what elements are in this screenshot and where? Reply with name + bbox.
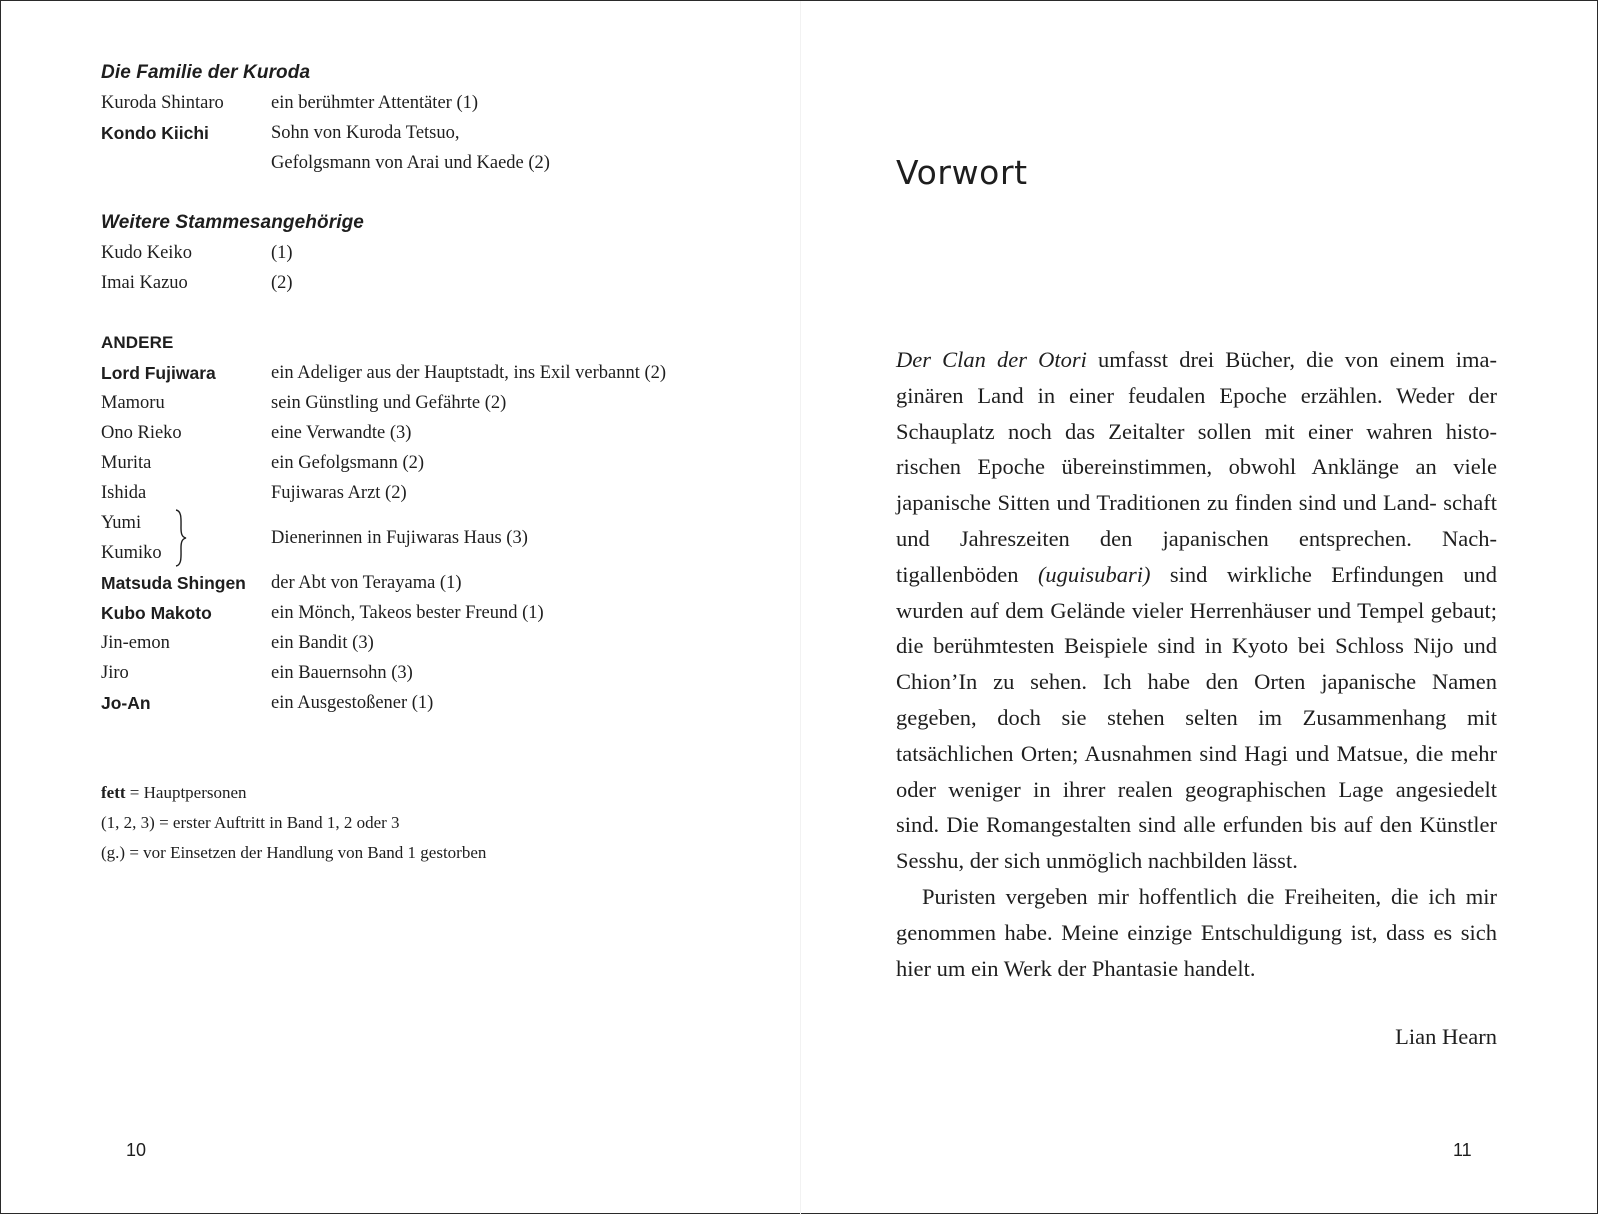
- cast-section-andere: [101, 328, 741, 718]
- cast-row: [101, 388, 741, 418]
- text-run: japanische Sitten und Traditionen zu finden sind und Land-: [896, 490, 1437, 516]
- cast-row: [101, 568, 741, 598]
- text-run: mit tatsächlichen Orten; Ausnahmen sind Hagi und Matsue,: [896, 704, 1497, 766]
- cast-name: Jo-An: [101, 693, 151, 713]
- left-page-cast-list: [101, 58, 741, 868]
- cast-name: Kumiko: [101, 543, 162, 563]
- cast-row: [101, 598, 741, 628]
- cast-row: [101, 268, 741, 298]
- cast-sections: [101, 58, 741, 298]
- cast-desc: Gefolgsmann von Arai und Kaede (2): [271, 153, 550, 173]
- text-run: umfasst drei Bücher, die von einem ima-: [1086, 347, 1498, 372]
- cast-section: [101, 208, 741, 298]
- cast-name: Kuroda Shintaro: [101, 93, 224, 113]
- cast-desc: ein Bauernsohn (3): [271, 663, 413, 683]
- cast-name: Kudo Keiko: [101, 243, 192, 263]
- cast-row: [101, 628, 741, 658]
- page-number-right: 11: [1453, 1140, 1472, 1160]
- paragraph: [896, 879, 1497, 986]
- legend-row-bold: [101, 778, 741, 808]
- cast-desc: ein Bandit (3): [271, 633, 374, 653]
- cast-desc: ein Mönch, Takeos bester Freund (1): [271, 603, 544, 623]
- cast-name: Murita: [101, 453, 152, 473]
- cast-row: [101, 688, 741, 718]
- legend-row-appearance: (1, 2, 3) = erster Auftritt in Band 1, 2 oder 3: [101, 813, 400, 832]
- cast-name: Kondo Kiichi: [101, 123, 209, 143]
- text-run: sind wirkliche Erfindungen und: [1150, 561, 1497, 587]
- text-run: auf den Künstler Sesshu, der sich unmöglich nachbilden lässt.: [896, 812, 1497, 874]
- cast-desc: ein Adeliger aus der Hauptstadt, ins Exil verbannt (2): [271, 363, 667, 383]
- text-run: rischen Epoche übereinstimmen, obwohl Anklänge an viele: [896, 454, 1497, 480]
- text-run: es sich hier um ein Werk der Phantasie handelt.: [896, 919, 1498, 981]
- section-heading-andere: ANDERE: [101, 333, 174, 352]
- text-run: Nijo und Chion’In zu sehen. Ich habe den Orten japanische: [896, 633, 1497, 695]
- cast-desc: der Abt von Terayama (1): [271, 573, 462, 593]
- paragraph: [896, 342, 1497, 879]
- cast-row: [101, 358, 741, 388]
- cast-desc: sein Günstling und Gefährte (2): [271, 393, 507, 413]
- section-heading: Die Familie der Kuroda: [101, 62, 311, 83]
- cast-desc: eine Verwandte (3): [271, 423, 412, 443]
- cast-desc: Dienerinnen in Fujiwaras Haus (3): [271, 528, 528, 548]
- cast-desc: ein berühmter Attentäter (1): [271, 93, 479, 113]
- italic-text: (uguisubari): [1037, 561, 1151, 587]
- andere-rows-before: [101, 358, 741, 508]
- cast-desc: ein Gefolgsmann (2): [271, 453, 425, 473]
- cast-name: Ishida: [101, 483, 147, 503]
- text-run: tigallenböden: [896, 561, 1038, 587]
- curly-brace-icon: [173, 508, 271, 568]
- cast-desc: Fujiwaras Arzt (2): [271, 483, 407, 503]
- text-run: Schauplatz noch das Zeitalter sollen mit einer wahren histo-: [896, 418, 1497, 444]
- legend-bold-key: fett: [101, 783, 126, 802]
- bracket-group-dienerinnen: [101, 508, 741, 568]
- cast-name: Matsuda Shingen: [101, 573, 246, 593]
- page-number-left: 10: [126, 1140, 147, 1160]
- chapter-title: Vorwort: [896, 153, 1028, 192]
- cast-name: [101, 148, 271, 178]
- text-run: schaft und Jahreszeiten den japanischen entsprechen. Nach-: [896, 490, 1498, 551]
- cast-name: Yumi: [101, 513, 142, 533]
- cast-row: [101, 658, 741, 688]
- section-heading: Weitere Stammesangehörige: [101, 212, 364, 233]
- cast-row: [101, 148, 741, 178]
- cast-desc: (2): [271, 273, 293, 293]
- cast-desc: (1): [271, 243, 293, 263]
- cast-name: Imai Kazuo: [101, 273, 188, 293]
- cast-row: [101, 478, 741, 508]
- cast-name: Mamoru: [101, 393, 165, 413]
- cast-row: [101, 118, 741, 148]
- text-run: die mehr oder weniger in ihrer realen geographischen Lage: [896, 740, 1497, 802]
- italic-text: Der Clan der Otori: [896, 347, 1087, 372]
- cast-row: [101, 238, 741, 268]
- cast-desc: ein Ausgestoßener (1): [271, 693, 434, 713]
- bracket-names: [101, 508, 173, 568]
- author-signature: Lian Hearn: [1395, 1024, 1497, 1049]
- cast-desc: Sohn von Kuroda Tetsuo,: [271, 123, 460, 143]
- foreword-text: [896, 342, 1497, 986]
- cast-row: [101, 418, 741, 448]
- cast-name: Ono Rieko: [101, 423, 182, 443]
- cast-row: [101, 448, 741, 478]
- text-run: mir genommen habe. Meine einzige Entschuldigung ist, dass: [896, 883, 1498, 945]
- cast-name: Kubo Makoto: [101, 603, 212, 623]
- text-run: Namen gegeben, doch sie stehen selten im Zusammenhang: [896, 669, 1497, 730]
- legend: [101, 778, 741, 868]
- legend-row-deceased: (g.) = vor Einsetzen der Handlung von Band 1 gestorben: [101, 843, 487, 862]
- cast-name: Lord Fujiwara: [101, 363, 216, 383]
- text-run: angesiedelt sind. Die Romangestalten sind alle erfunden bis: [896, 776, 1497, 838]
- text-run: Puristen vergeben mir hoffentlich die Freiheiten, die ich: [922, 883, 1456, 909]
- cast-section: [101, 58, 741, 178]
- page-gutter: [800, 1, 801, 1215]
- text-run: ginären Land in einer feudalen Epoche erzählen. Weder der: [896, 382, 1497, 408]
- text-run: wurden auf dem Gelände vieler Herrenhäuser und Tempel: [896, 597, 1425, 623]
- cast-name: Jiro: [101, 663, 129, 683]
- text-run: gebaut; die berühmtesten Beispiele sind in Kyoto bei Schloss: [896, 597, 1498, 659]
- cast-row: [101, 88, 741, 118]
- legend-bold-text: = Hauptpersonen: [125, 783, 247, 802]
- andere-rows-after: [101, 568, 741, 718]
- cast-name: Jin-emon: [101, 633, 170, 653]
